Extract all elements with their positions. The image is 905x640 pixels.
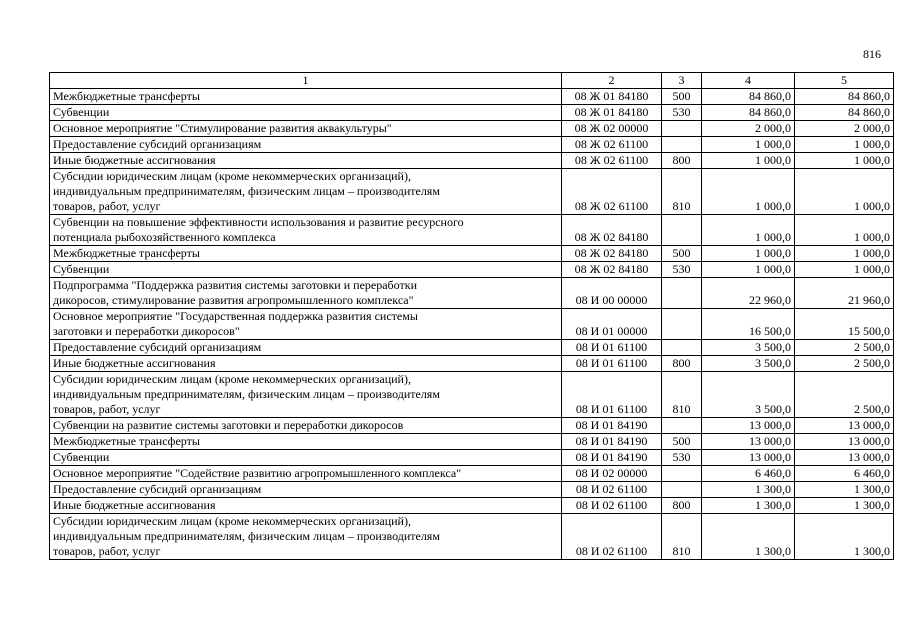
row-name-line: Субвенции [53, 262, 110, 276]
row-name-line: Субвенции [53, 450, 110, 464]
row-name-line: товаров, работ, услуг [53, 544, 161, 558]
row-expense-type-cell: 800 [662, 153, 702, 169]
row-amount-1-cell: 6 460,0 [702, 466, 795, 482]
row-amount-2-cell: 6 460,0 [795, 466, 894, 482]
table-row [50, 215, 894, 246]
row-name-line: Подпрограмма "Поддержка развития системы заготовки и переработки [53, 278, 417, 292]
row-name-line: Основное мероприятие "Содействие развитию агропромышленного комплекса" [53, 466, 462, 480]
row-name-cell [50, 89, 562, 105]
row-name-cell [50, 105, 562, 121]
row-name-line: дикоросов, стимулирование развития агропромышленного комплекса" [53, 293, 414, 307]
table-row [50, 450, 894, 466]
row-code-cell: 08 И 01 00000 [562, 309, 662, 340]
row-name-line: Субвенции на повышение эффективности использования и развитие ресурсного [53, 215, 464, 229]
row-code-cell: 08 И 02 00000 [562, 466, 662, 482]
row-expense-type-cell: 500 [662, 89, 702, 105]
header-col-2: 2 [562, 73, 662, 89]
row-amount-2-cell: 1 000,0 [795, 153, 894, 169]
table-row [50, 356, 894, 372]
row-expense-type-cell [662, 121, 702, 137]
row-name-line: товаров, работ, услуг [53, 402, 161, 416]
row-name-cell [50, 482, 562, 498]
row-amount-2-cell: 2 500,0 [795, 372, 894, 418]
budget-table [49, 72, 894, 560]
row-name-line: индивидуальным предпринимателям, физическим лицам – производителям [53, 529, 440, 543]
row-amount-2-cell: 1 000,0 [795, 215, 894, 246]
row-name-cell [50, 137, 562, 153]
row-amount-1-cell: 16 500,0 [702, 309, 795, 340]
row-amount-2-cell: 84 860,0 [795, 89, 894, 105]
table-row [50, 105, 894, 121]
row-expense-type-cell: 530 [662, 262, 702, 278]
table-row [50, 372, 894, 418]
row-amount-1-cell: 13 000,0 [702, 434, 795, 450]
row-name-cell [50, 434, 562, 450]
row-amount-1-cell: 1 000,0 [702, 169, 795, 215]
table-row [50, 89, 894, 105]
row-name-line: Межбюджетные трансферты [53, 246, 200, 260]
row-amount-1-cell: 1 000,0 [702, 153, 795, 169]
row-amount-1-cell: 1 000,0 [702, 262, 795, 278]
row-amount-2-cell: 2 000,0 [795, 121, 894, 137]
row-amount-2-cell: 1 300,0 [795, 498, 894, 514]
header-col-3: 3 [662, 73, 702, 89]
row-code-cell: 08 И 02 61100 [562, 482, 662, 498]
row-name-line: Основное мероприятие "Государственная поддержка развития системы [53, 309, 418, 323]
row-code-cell: 08 Ж 02 61100 [562, 153, 662, 169]
row-code-cell: 08 Ж 01 84180 [562, 89, 662, 105]
row-code-cell: 08 И 01 84190 [562, 418, 662, 434]
row-expense-type-cell: 810 [662, 514, 702, 560]
row-amount-1-cell: 1 000,0 [702, 215, 795, 246]
table-row [50, 137, 894, 153]
row-amount-1-cell: 13 000,0 [702, 450, 795, 466]
row-amount-1-cell: 3 500,0 [702, 340, 795, 356]
row-name-cell [50, 169, 562, 215]
row-expense-type-cell [662, 137, 702, 153]
row-name-line: Основное мероприятие "Стимулирование развития аквакультуры" [53, 121, 392, 135]
row-name-cell [50, 262, 562, 278]
row-amount-2-cell: 1 000,0 [795, 137, 894, 153]
row-name-line: индивидуальным предпринимателям, физическим лицам – производителям [53, 387, 440, 401]
row-amount-1-cell: 1 000,0 [702, 137, 795, 153]
row-name-line: Иные бюджетные ассигнования [53, 498, 216, 512]
row-expense-type-cell [662, 215, 702, 246]
row-code-cell: 08 Ж 02 61100 [562, 169, 662, 215]
row-code-cell: 08 И 02 61100 [562, 514, 662, 560]
row-amount-2-cell: 1 300,0 [795, 482, 894, 498]
header-col-5: 5 [795, 73, 894, 89]
row-expense-type-cell: 530 [662, 450, 702, 466]
row-expense-type-cell: 530 [662, 105, 702, 121]
table-body [50, 89, 894, 560]
row-name-cell [50, 356, 562, 372]
row-code-cell: 08 Ж 02 61100 [562, 137, 662, 153]
table-row [50, 309, 894, 340]
row-expense-type-cell: 800 [662, 356, 702, 372]
row-name-cell [50, 466, 562, 482]
row-code-cell: 08 Ж 02 84180 [562, 262, 662, 278]
row-name-line: индивидуальным предпринимателям, физическим лицам – производителям [53, 184, 440, 198]
row-expense-type-cell [662, 340, 702, 356]
table-row [50, 262, 894, 278]
row-name-cell [50, 340, 562, 356]
table-row [50, 418, 894, 434]
table-row [50, 514, 894, 560]
row-name-cell [50, 372, 562, 418]
row-code-cell: 08 И 01 61100 [562, 372, 662, 418]
table-row [50, 246, 894, 262]
row-code-cell: 08 И 01 84190 [562, 450, 662, 466]
row-amount-1-cell: 1 300,0 [702, 514, 795, 560]
row-name-line: товаров, работ, услуг [53, 199, 161, 213]
row-name-line: Субвенции [53, 105, 110, 119]
table-row [50, 482, 894, 498]
row-code-cell: 08 И 00 00000 [562, 278, 662, 309]
table-row [50, 153, 894, 169]
row-amount-2-cell: 13 000,0 [795, 450, 894, 466]
header-col-4: 4 [702, 73, 795, 89]
row-name-line: Субсидии юридическим лицам (кроме некоммерческих организаций), [53, 514, 411, 528]
table-row [50, 278, 894, 309]
row-expense-type-cell: 800 [662, 498, 702, 514]
row-name-line: Межбюджетные трансферты [53, 434, 200, 448]
table-row [50, 340, 894, 356]
row-amount-1-cell: 13 000,0 [702, 418, 795, 434]
row-expense-type-cell: 810 [662, 169, 702, 215]
row-code-cell: 08 И 02 61100 [562, 498, 662, 514]
row-amount-1-cell: 22 960,0 [702, 278, 795, 309]
row-code-cell: 08 И 01 61100 [562, 340, 662, 356]
row-name-line: Субвенции на развитие системы заготовки и переработки дикоросов [53, 418, 404, 432]
row-expense-type-cell [662, 466, 702, 482]
row-expense-type-cell [662, 418, 702, 434]
row-amount-2-cell: 13 000,0 [795, 434, 894, 450]
table-row [50, 169, 894, 215]
row-amount-2-cell: 84 860,0 [795, 105, 894, 121]
row-amount-2-cell: 13 000,0 [795, 418, 894, 434]
row-amount-2-cell: 2 500,0 [795, 356, 894, 372]
row-amount-2-cell: 15 500,0 [795, 309, 894, 340]
row-code-cell: 08 Ж 02 00000 [562, 121, 662, 137]
row-code-cell: 08 Ж 02 84180 [562, 246, 662, 262]
row-expense-type-cell [662, 309, 702, 340]
row-amount-1-cell: 1 000,0 [702, 246, 795, 262]
row-amount-2-cell: 1 000,0 [795, 262, 894, 278]
row-name-line: Предоставление субсидий организациям [53, 482, 262, 496]
header-col-1: 1 [50, 73, 562, 89]
row-name-line: Иные бюджетные ассигнования [53, 153, 216, 167]
row-name-cell [50, 418, 562, 434]
row-amount-1-cell: 84 860,0 [702, 105, 795, 121]
row-name-line: потенциала рыбохозяйственного комплекса [53, 230, 276, 244]
row-name-cell [50, 121, 562, 137]
row-amount-2-cell: 1 000,0 [795, 169, 894, 215]
row-name-cell [50, 309, 562, 340]
row-amount-2-cell: 1 300,0 [795, 514, 894, 560]
row-expense-type-cell: 500 [662, 246, 702, 262]
row-expense-type-cell: 500 [662, 434, 702, 450]
row-name-cell [50, 498, 562, 514]
row-expense-type-cell: 810 [662, 372, 702, 418]
table-row [50, 434, 894, 450]
header-row [50, 73, 894, 89]
row-amount-1-cell: 2 000,0 [702, 121, 795, 137]
page-number: 816 [863, 47, 881, 61]
table-row [50, 121, 894, 137]
row-amount-2-cell: 2 500,0 [795, 340, 894, 356]
row-name-line: Субсидии юридическим лицам (кроме некоммерческих организаций), [53, 372, 411, 386]
row-name-line: Иные бюджетные ассигнования [53, 356, 216, 370]
row-code-cell: 08 И 01 84190 [562, 434, 662, 450]
row-amount-2-cell: 21 960,0 [795, 278, 894, 309]
row-name-cell [50, 278, 562, 309]
row-name-cell [50, 450, 562, 466]
table-row [50, 498, 894, 514]
row-name-cell [50, 246, 562, 262]
row-expense-type-cell [662, 278, 702, 309]
table-header [50, 73, 894, 89]
row-name-line: Предоставление субсидий организациям [53, 340, 262, 354]
row-amount-1-cell: 3 500,0 [702, 372, 795, 418]
row-amount-1-cell: 1 300,0 [702, 482, 795, 498]
row-amount-1-cell: 84 860,0 [702, 89, 795, 105]
row-name-line: Предоставление субсидий организациям [53, 137, 262, 151]
row-name-cell [50, 215, 562, 246]
row-name-cell [50, 514, 562, 560]
row-code-cell: 08 Ж 02 84180 [562, 215, 662, 246]
row-name-cell [50, 153, 562, 169]
row-name-line: Субсидии юридическим лицам (кроме некоммерческих организаций), [53, 169, 411, 183]
row-amount-1-cell: 1 300,0 [702, 498, 795, 514]
row-code-cell: 08 И 01 61100 [562, 356, 662, 372]
row-amount-2-cell: 1 000,0 [795, 246, 894, 262]
row-name-line: Межбюджетные трансферты [53, 89, 200, 103]
table-row [50, 466, 894, 482]
row-expense-type-cell [662, 482, 702, 498]
row-amount-1-cell: 3 500,0 [702, 356, 795, 372]
row-code-cell: 08 Ж 01 84180 [562, 105, 662, 121]
row-name-line: заготовки и переработки дикоросов" [53, 324, 240, 338]
